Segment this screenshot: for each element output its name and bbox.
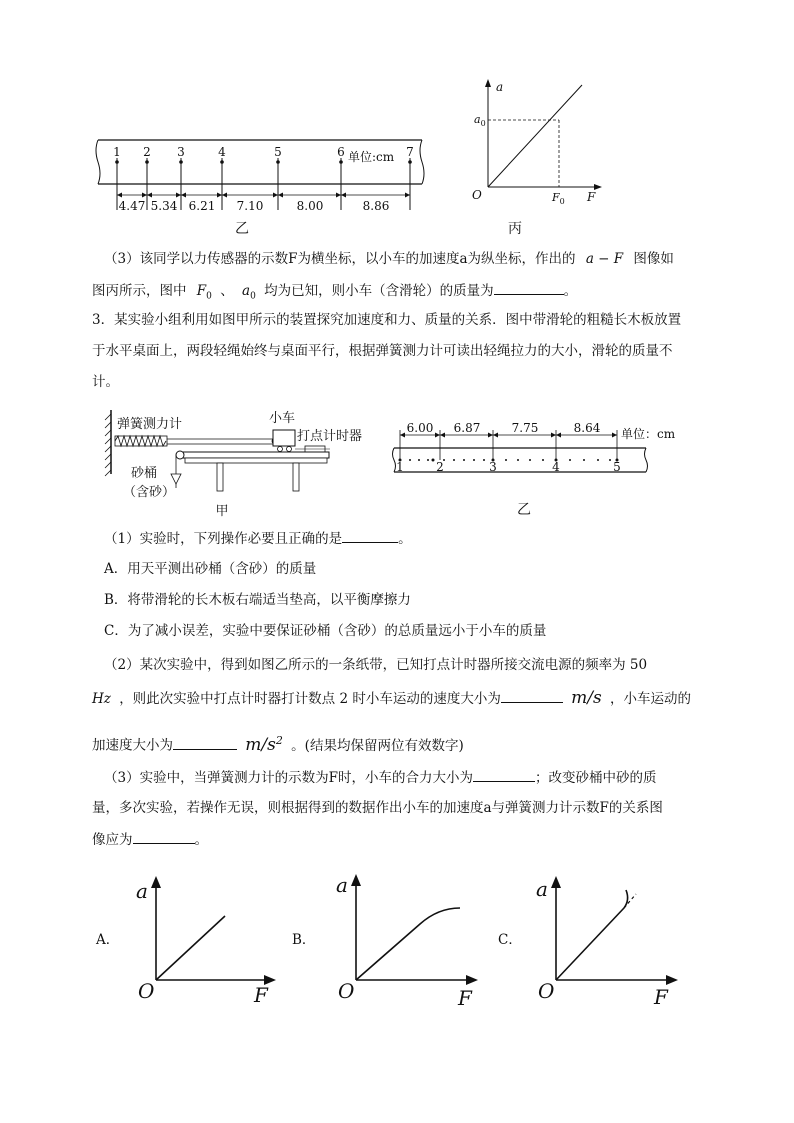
svg-text:F0 xyxy=(551,191,565,206)
apparatus-figure-jia xyxy=(95,408,385,523)
q3-part1-stem xyxy=(104,528,412,549)
spring-scale-label: 弹簧测力计 xyxy=(117,417,183,432)
q3-option-a: A．用天平测出砂桶（含砂）的质量 xyxy=(104,561,317,577)
q2-part3-text: （3）该同学以力传感器的示数F为横坐标，以小车的加速度a为纵坐标，作出的 xyxy=(104,251,576,267)
f0-subscript: 0 xyxy=(559,197,565,206)
tape-point-label: 5 xyxy=(274,145,282,159)
x-axis-label: F xyxy=(254,983,268,1007)
q3-part2-text: 。(结果均保留两位有效数字) xyxy=(291,737,464,754)
tape-gap-value: 6.00 xyxy=(406,421,434,435)
q3-part3-text: ；改变砂桶中砂的质 xyxy=(534,770,657,786)
tape-gap-value: 7.75 xyxy=(511,421,539,435)
y-axis-label: a xyxy=(336,873,348,897)
tape-point-label: 4 xyxy=(218,145,226,159)
q2-part3-text: 均为已知，则小车（含滑轮）的质量为 xyxy=(264,283,494,299)
x-axis-label: F xyxy=(654,985,668,1009)
tape-point-label: 1 xyxy=(396,460,404,474)
tape-point-label: 4 xyxy=(552,460,560,474)
tape-point-label: 6 xyxy=(337,145,345,159)
tape-point-label: 2 xyxy=(436,460,444,474)
car-label: 小车 xyxy=(269,411,296,426)
q3-part3-text: （3）实验中，当弹簧测力计的示数为F时，小车的合力大小为 xyxy=(104,770,473,786)
answer-blank[interactable] xyxy=(342,528,398,543)
q2-part3-text: 。 xyxy=(563,283,578,299)
graph-option-a[interactable] xyxy=(130,870,280,1010)
bucket-label: 砂桶 xyxy=(131,466,158,481)
unit-hz: Hz xyxy=(92,691,111,707)
figure-caption-jia: 甲 xyxy=(215,504,229,519)
tape-gap-value: 8.00 xyxy=(296,199,324,213)
q3-intro-line1: 3．某实验小组利用如图甲所示的装置探究加速度和力、质量的关系．图中带滑轮的粗糙长木板放置 xyxy=(92,312,682,328)
tape-unit: 单位：cm xyxy=(621,427,676,441)
bucket-label-sub: （含砂） xyxy=(123,485,176,500)
q3-part2-text: ，则此次实验中打点计时器打计数点 2 时小车运动的速度大小为 xyxy=(119,691,501,707)
tape-gap-value: 6.21 xyxy=(188,199,216,213)
unit-velocity: m/s xyxy=(571,688,602,708)
figure-caption-bing: 丙 xyxy=(508,221,522,237)
graph-option-b-label[interactable]: B． xyxy=(292,932,316,948)
tape-figure-bottom xyxy=(388,420,676,520)
math-f0: F xyxy=(196,283,207,299)
answer-blank[interactable] xyxy=(494,280,564,295)
q3-part3-text: 像应为 xyxy=(92,832,133,848)
y-axis-label: a xyxy=(136,879,148,903)
q2-part3-line1 xyxy=(104,249,674,269)
q3-part2-line3 xyxy=(92,731,464,756)
origin-label: O xyxy=(138,979,155,1003)
tape-gap-value: 4.47 xyxy=(118,199,146,213)
q3-part2-text: 加速度大小为 xyxy=(92,737,173,754)
tape-point-label: 3 xyxy=(177,145,185,159)
q3-part2-line2 xyxy=(92,688,691,709)
q3-part2-text: ，小车运动的 xyxy=(610,691,692,707)
q3-part3-text: 。 xyxy=(194,832,208,848)
tape-point-label: 5 xyxy=(613,460,621,474)
f0-label: F xyxy=(552,191,560,204)
a0-subscript: 0 xyxy=(480,119,486,128)
graph-option-c-label[interactable]: C． xyxy=(498,932,522,948)
math-f0-sub: 0 xyxy=(206,291,212,302)
q3-part2-line1: （2）某次实验中，得到如图乙所示的一条纸带，已知打点计时器所接交流电源的频率为 50 xyxy=(104,657,648,673)
svg-text:a0 xyxy=(474,113,486,128)
y-axis-label: a xyxy=(536,877,548,901)
graph-figure-bing xyxy=(440,75,610,240)
q3-option-c: C．为了减小误差，实验中要保证砂桶（含砂）的总质量远小于小车的质量 xyxy=(104,623,547,639)
unit-acceleration-exp: 2 xyxy=(275,734,283,747)
answer-blank[interactable] xyxy=(133,829,195,844)
answer-blank[interactable] xyxy=(501,688,563,703)
answer-blank[interactable] xyxy=(473,767,535,782)
q3-part3-line3 xyxy=(92,829,208,850)
math-a0-sub: 0 xyxy=(250,291,256,302)
origin-label: O xyxy=(338,979,355,1003)
tape-point-label: 3 xyxy=(489,460,497,474)
q2-part3-text: 图丙所示，图中 xyxy=(92,283,187,299)
q3-intro-line3: 计。 xyxy=(92,374,119,390)
q2-part3-line2 xyxy=(92,280,577,307)
figure-caption-yi-bottom: 乙 xyxy=(517,502,531,518)
math-a-minus-f: a − F xyxy=(585,251,624,267)
q3-part3-line2: 量，多次实验，若操作无误，则根据得到的数据作出小车的加速度a与弹簧测力计示数F的关系图 xyxy=(92,800,663,816)
tape-figure-top xyxy=(92,130,432,240)
graph-option-a-label[interactable]: A． xyxy=(96,932,120,948)
tape-point-label: 1 xyxy=(113,145,121,159)
tape-gap-value: 7.10 xyxy=(236,199,264,213)
q3-option-b: B．将带滑轮的长木板右端适当垫高，以平衡摩擦力 xyxy=(104,592,411,608)
origin-label: O xyxy=(538,979,555,1003)
q3-part1-text: 。 xyxy=(398,531,412,547)
separator: 、 xyxy=(220,283,234,299)
origin-label: O xyxy=(472,188,482,202)
graph-option-c[interactable] xyxy=(532,870,682,1015)
tape-unit: 单位:cm xyxy=(348,150,395,164)
q3-part3-line1 xyxy=(104,767,656,788)
a0-label: a xyxy=(474,113,481,126)
tape-gap-value: 8.86 xyxy=(362,199,390,213)
answer-blank[interactable] xyxy=(173,735,237,750)
x-axis-label: F xyxy=(587,190,596,204)
graph-option-b[interactable] xyxy=(332,868,482,1013)
y-axis-label: a xyxy=(496,80,504,94)
tape-point-label: 2 xyxy=(143,145,151,159)
x-axis-label: F xyxy=(458,986,472,1010)
q3-intro-line2: 于水平桌面上，两段轻绳始终与桌面平行，根据弹簧测力计可读出轻绳拉力的大小，滑轮的质量不 xyxy=(92,343,673,359)
tape-gap-value: 6.87 xyxy=(453,421,481,435)
tape-gap-value: 5.34 xyxy=(150,199,178,213)
tape-gap-value: 8.64 xyxy=(573,421,601,435)
figure-caption-yi: 乙 xyxy=(235,221,249,237)
q2-part3-text: 图像如 xyxy=(633,251,674,267)
timer-label: 打点计时器 xyxy=(297,429,363,444)
math-a0: a xyxy=(242,283,251,299)
unit-acceleration: m/s xyxy=(245,734,276,755)
q3-part1-text: （1）实验时，下列操作必要且正确的是 xyxy=(104,531,343,547)
tape-point-label: 7 xyxy=(406,145,414,159)
